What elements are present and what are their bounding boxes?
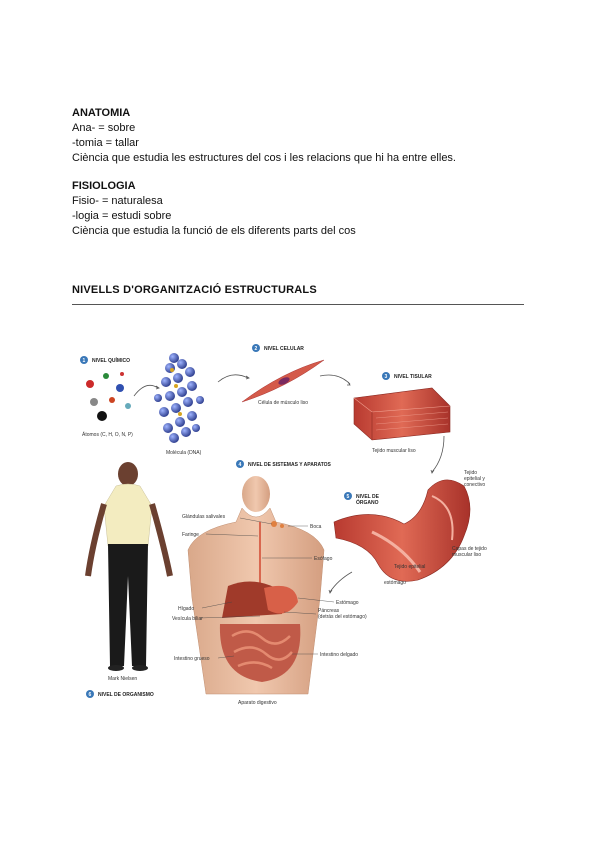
esophagus-label: Esófago (314, 556, 333, 562)
epithelial-connective-label-c: conectivo (464, 482, 486, 488)
level-number-5: 5 (346, 494, 350, 500)
atoms-label: Átomos (C, H, O, N, P) (82, 432, 133, 438)
stomach-organ-label: estómago (384, 580, 406, 586)
muscle-layers-label-a: Capas de tejido (452, 546, 487, 552)
level-6-label: NIVEL DE ORGANISMO (98, 692, 154, 698)
level-2-label: NIVEL CELULAR (264, 346, 304, 352)
level-4-label: NIVEL DE SISTEMAS Y APARATOS (248, 462, 331, 468)
small-intestine-label: Intestino delgado (320, 652, 359, 658)
digestive-system-torso (172, 476, 367, 706)
level-number-1: 1 (82, 358, 86, 364)
organization-levels-illustration (72, 336, 528, 712)
fisiologia-section (72, 179, 356, 239)
anatomia-title: ANATOMIA (72, 107, 131, 119)
epithelial-tissue-label: Tejido epitelial (394, 564, 426, 570)
level-5-organ (334, 470, 487, 586)
heading-divider (72, 304, 524, 305)
fisiologia-title: FISIOLOGIA (72, 180, 136, 192)
molecule-label: Molécula (DNA) (166, 450, 202, 456)
dna-molecule (154, 353, 204, 456)
level-number-6: 6 (88, 692, 92, 698)
fisiologia-line-2: -logia = estudi sobre (72, 210, 172, 222)
epithelial-connective-label-a: Tejido (464, 470, 478, 476)
level-number-2: 2 (254, 346, 258, 352)
salivary-glands-label: Glándulas salivales (182, 514, 226, 520)
fisiologia-definition: Ciència que estudia la funció de els diferents parts del cos (72, 225, 356, 237)
person-caption: Mark Nielsen (108, 676, 138, 682)
level-4-system (236, 460, 332, 468)
anatomia-section (72, 106, 456, 166)
liver-label: Hígado (178, 606, 195, 612)
gallbladder-label: Vesícula biliar (172, 616, 203, 622)
pancreas-label-a: Páncreas (318, 608, 340, 614)
cell-label: Célula de músculo liso (258, 400, 309, 406)
level-1-chemical (80, 356, 133, 438)
digestive-system-label: Aparato digestivo (238, 700, 277, 706)
anatomia-line-2: -tomia = tallar (72, 137, 139, 149)
level-1-label: NIVEL QUÍMICO (92, 358, 130, 364)
fisiologia-line-1: Fisio- = naturalesa (72, 195, 163, 207)
organization-levels-figure (72, 336, 528, 712)
anatomia-definition: Ciència que estudia les estructures del cos i les relacions que hi ha entre elles. (72, 152, 456, 164)
level-5-label-a: NIVEL DE (356, 494, 379, 500)
level-number-3: 3 (384, 374, 388, 380)
anatomia-line-1: Ana- = sobre (72, 122, 136, 134)
mouth-label: Boca (310, 524, 322, 530)
tissue-label: Tejido muscular liso (372, 448, 416, 454)
level-3-tissue (354, 372, 450, 454)
nivells-heading: NIVELLS D'ORGANITZACIÓ ESTRUCTURALS (72, 284, 317, 296)
epithelial-connective-label-b: epitelial y (464, 476, 485, 482)
muscle-layers-label-b: muscular liso (452, 552, 482, 558)
pharynx-label: Faringe (182, 532, 199, 538)
level-5-label-b: ÓRGANO (356, 500, 379, 506)
level-number-4: 4 (238, 462, 242, 468)
stomach-label: Estómago (336, 600, 359, 606)
large-intestine-label: Intestino grueso (174, 656, 210, 662)
pancreas-label-b: (detrás del estómago) (318, 614, 367, 620)
level-2-cellular (242, 344, 324, 406)
level-3-label: NIVEL TISULAR (394, 374, 432, 380)
level-6-organism (86, 462, 170, 698)
